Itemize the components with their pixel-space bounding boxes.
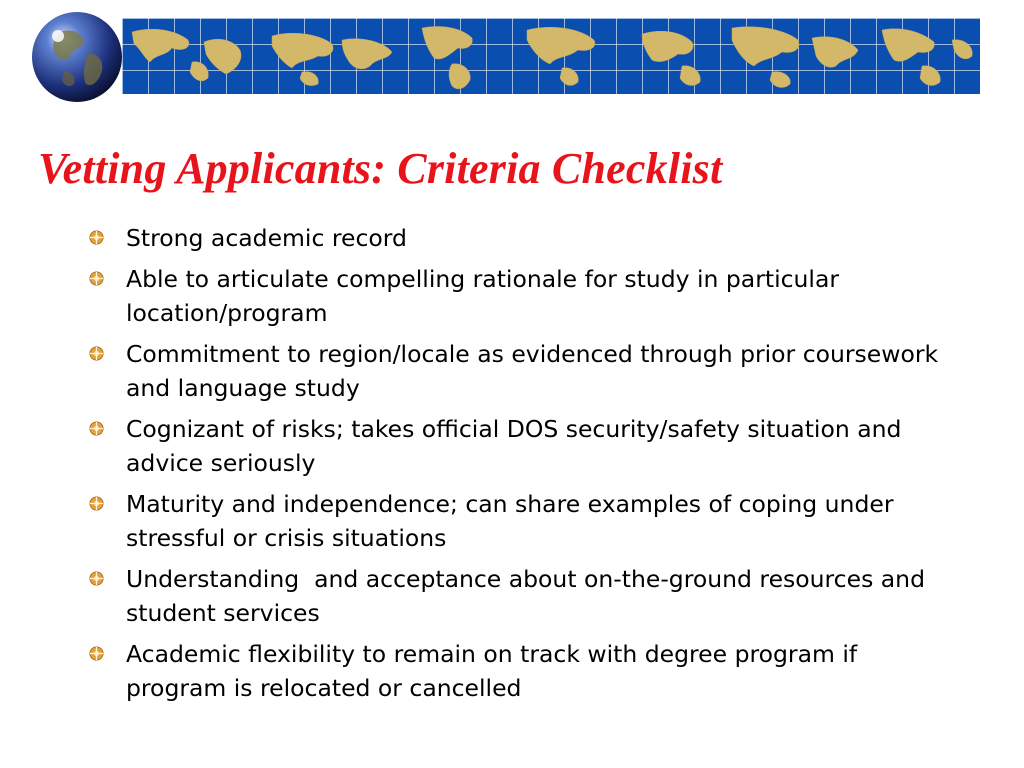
list-item-text: Commitment to region/locale as evidenced through prior coursework and language study — [126, 340, 946, 402]
list-item — [88, 221, 948, 255]
globe-icon — [30, 10, 124, 104]
list-item — [88, 337, 948, 405]
list-item — [88, 562, 948, 630]
bullet-disc-icon — [89, 571, 104, 586]
bullet-disc-icon — [89, 271, 104, 286]
bullet-disc-icon — [89, 496, 104, 511]
list-item-text: Academic flexibility to remain on track with degree program if program is relocated or cancelled — [126, 640, 865, 702]
bullet-disc-icon — [89, 346, 104, 361]
slide-title: Vetting Applicants: Criteria Checklist — [38, 144, 723, 193]
bullet-disc-icon — [89, 646, 104, 661]
bullet-disc-icon — [89, 230, 104, 245]
bullet-disc-icon — [89, 421, 104, 436]
list-item-text: Maturity and independence; can share examples of coping under stressful or crisis situations — [126, 490, 901, 552]
list-item-text: Able to articulate compelling rationale for study in particular location/program — [126, 265, 847, 327]
list-item-text: Strong academic record — [126, 224, 407, 252]
world-map-banner — [122, 18, 980, 94]
list-item — [88, 637, 948, 705]
criteria-list — [88, 221, 948, 712]
list-item — [88, 412, 948, 480]
list-item-text: Understanding and acceptance about on-the-ground resources and student services — [126, 565, 933, 627]
list-item-text: Cognizant of risks; takes official DOS security/safety situation and advice seriously — [126, 415, 909, 477]
list-item — [88, 487, 948, 555]
list-item — [88, 262, 948, 330]
